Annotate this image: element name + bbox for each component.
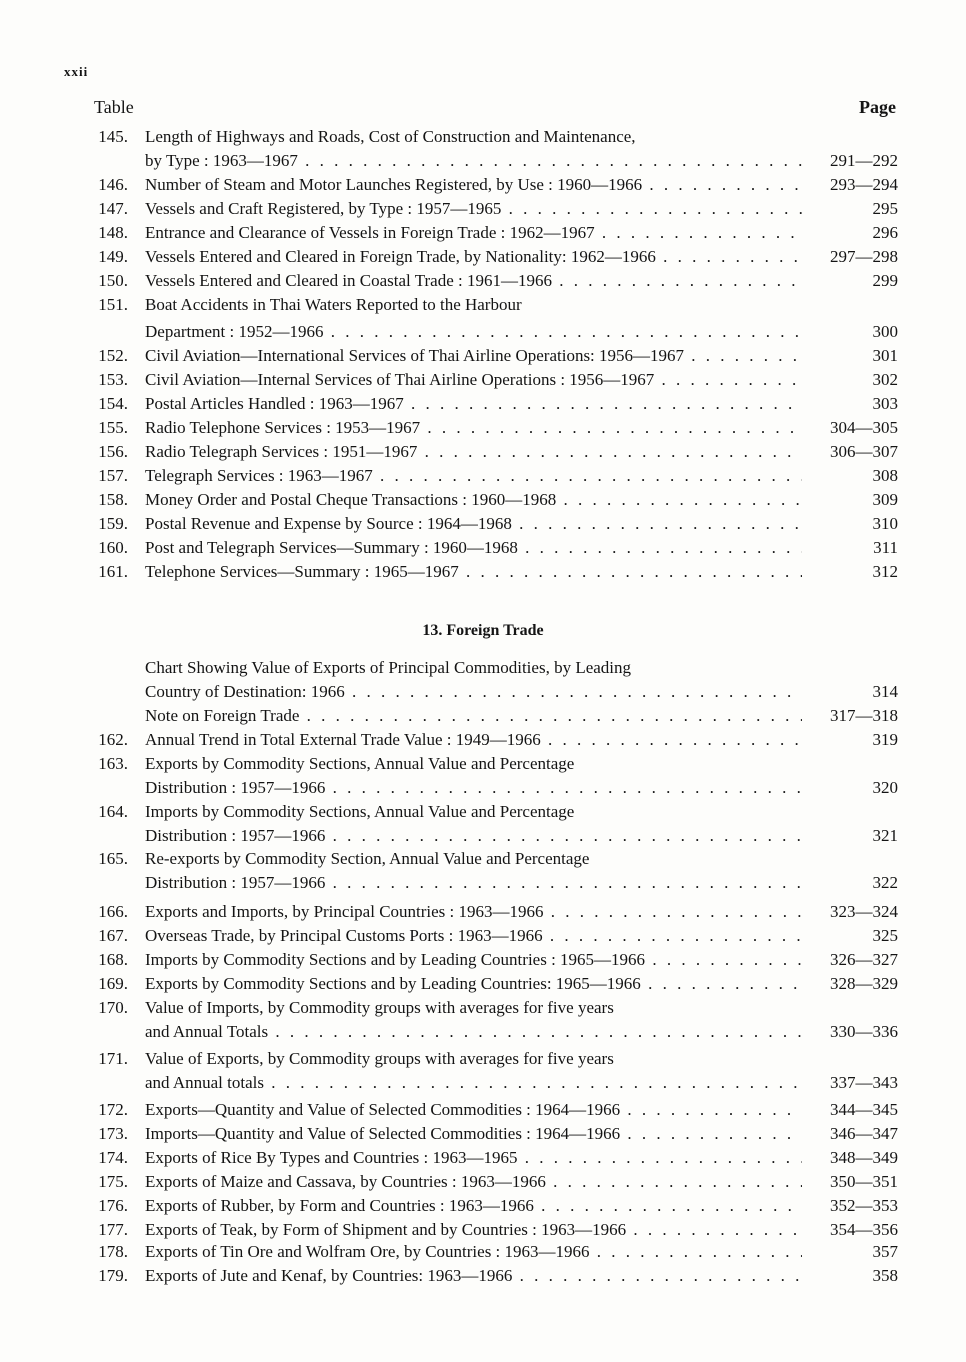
toc-entry [0,440,966,464]
entry-title: Distribution : 1957—1966 . . . [145,871,808,895]
toc-entry [0,752,966,776]
entry-page: 330—336 [802,1020,898,1044]
toc-entry [0,656,966,680]
entry-number: 174. [98,1148,128,1167]
toc-entry [0,293,966,317]
entry-number: 161. [98,562,128,581]
entry-title: Value of Imports, by Commodity groups with averages for five years [145,998,614,1017]
entry-title: Imports by Commodity Sections and by Leading Countries : 1965—1966 . . . [145,948,808,972]
toc-entry [0,1047,966,1071]
toc-entry [0,776,966,800]
toc-entry [0,924,966,948]
entry-page: 358 [802,1264,898,1288]
entry-number: 153. [98,370,128,389]
entry-number: 178. [98,1242,128,1261]
entry-page: 319 [802,728,898,752]
entry-page: 304—305 [802,416,898,440]
entry-title: Civil Aviation—International Services of Thai Airline Operations: 1956—1967 . . . [145,344,808,368]
entry-number: 162. [98,730,128,749]
toc-entry [0,1218,966,1242]
toc-entry [0,1170,966,1194]
entry-number: 167. [98,926,128,945]
entry-page: 295 [802,197,898,221]
toc-entry [0,948,966,972]
entry-title: Country of Destination: 1966 . . . [145,680,808,704]
entry-number: 175. [98,1172,128,1191]
entry-page: 306—307 [802,440,898,464]
entry-number: 166. [98,902,128,921]
toc-entry [0,871,966,895]
entry-page: 337—343 [802,1071,898,1095]
toc-entry [0,1264,966,1288]
toc-entry [0,1240,966,1264]
toc-entry [0,900,966,924]
entry-page: 296 [802,221,898,245]
toc-entry [0,245,966,269]
entry-page: 350—351 [802,1170,898,1194]
entry-title: Length of Highways and Roads, Cost of Construction and Maintenance, [145,127,636,146]
entry-page: 357 [802,1240,898,1264]
entry-number: 147. [98,199,128,218]
entry-title: Re-exports by Commodity Section, Annual Value and Percentage [145,849,590,868]
toc-entry [0,173,966,197]
entry-title: Exports and Imports, by Principal Countries : 1963—1966 . . . [145,900,808,924]
entry-number: 158. [98,490,128,509]
toc-entry [0,728,966,752]
entry-title: Note on Foreign Trade . . . [145,704,808,728]
entry-title: Money Order and Postal Cheque Transactions : 1960—1968 . . . [145,488,808,512]
toc-entry [0,416,966,440]
entry-page: 308 [802,464,898,488]
toc-entry [0,847,966,871]
entry-title: Exports of Tin Ore and Wolfram Ore, by Countries : 1963—1966 . . . [145,1240,808,1264]
entry-number: 170. [98,998,128,1017]
entry-page: 301 [802,344,898,368]
entry-number: 172. [98,1100,128,1119]
entry-title: Exports by Commodity Sections and by Leading Countries: 1965—1966 . . . [145,972,808,996]
entry-title: and Annual totals . . . [145,1071,808,1095]
entry-title: Boat Accidents in Thai Waters Reported to the Harbour [145,295,522,314]
entry-page: 323—324 [802,900,898,924]
entry-title: Civil Aviation—Internal Services of Thai Airline Operations : 1956—1967 . . . [145,368,808,392]
entry-title: Department : 1952—1966 . . . [145,320,808,344]
toc-entry [0,488,966,512]
entry-number: 163. [98,754,128,773]
entry-title: Exports of Jute and Kenaf, by Countries: 1963—1966 . . . [145,1264,808,1288]
entry-page: 300 [802,320,898,344]
entry-page: 326—327 [802,948,898,972]
entry-title: Radio Telegraph Services : 1951—1967 . . . [145,440,808,464]
entry-title: Number of Steam and Motor Launches Registered, by Use : 1960—1966 . . . [145,173,808,197]
entry-page: 320 [802,776,898,800]
entry-title: Vessels Entered and Cleared in Foreign Trade, by Nationality: 1962—1966 . . . [145,245,808,269]
toc-entry [0,221,966,245]
entry-title: Exports of Rubber, by Form and Countries : 1963—1966 . . . [145,1194,808,1218]
entry-title: Exports of Maize and Cassava, by Countries : 1963—1966 . . . [145,1170,808,1194]
toc-entry [0,680,966,704]
toc-entry [0,1098,966,1122]
toc-entry [0,800,966,824]
entry-title: Telephone Services—Summary : 1965—1967 . . . [145,560,808,584]
toc-entry [0,1122,966,1146]
section-heading: 13. Foreign Trade [422,622,544,639]
entry-title: Postal Revenue and Expense by Source : 1964—1968 . . . [145,512,808,536]
entry-number: 151. [98,295,128,314]
entry-title: by Type : 1963—1967 . . . [145,149,808,173]
entry-number: 169. [98,974,128,993]
entry-page: 314 [802,680,898,704]
toc-entry [0,125,966,149]
entry-number: 177. [98,1220,128,1239]
entry-number: 164. [98,802,128,821]
entry-title: Exports of Teak, by Form of Shipment and by Countries : 1963—1966 . . . [145,1218,808,1242]
entry-page: 352—353 [802,1194,898,1218]
toc-entry [0,368,966,392]
entry-page: 310 [802,512,898,536]
entry-number: 168. [98,950,128,969]
entry-page: 302 [802,368,898,392]
entry-number: 150. [98,271,128,290]
entry-page: 317—318 [802,704,898,728]
toc-entry [0,1020,966,1044]
entry-page: 322 [802,871,898,895]
toc-entry [0,197,966,221]
entry-number: 152. [98,346,128,365]
entry-page: 348—349 [802,1146,898,1170]
entry-page: 309 [802,488,898,512]
entry-title: Value of Exports, by Commodity groups with averages for five years [145,1049,614,1068]
entry-title: Vessels Entered and Cleared in Coastal Trade : 1961—1966 . . . [145,269,808,293]
entry-page: 328—329 [802,972,898,996]
entry-number: 148. [98,223,128,242]
entry-number: 160. [98,538,128,557]
entry-title: Exports—Quantity and Value of Selected Commodities : 1964—1966 . . . [145,1098,808,1122]
entry-page: 297—298 [802,245,898,269]
entry-number: 145. [98,127,128,146]
entry-title: Vessels and Craft Registered, by Type : 1957—1965 . . . [145,197,808,221]
entry-number: 179. [98,1266,128,1285]
toc-entry [0,344,966,368]
toc-entry [0,536,966,560]
toc-entry [0,996,966,1020]
entry-page: 311 [802,536,898,560]
entry-number: 159. [98,514,128,533]
entry-page: 303 [802,392,898,416]
entry-title: Entrance and Clearance of Vessels in Foreign Trade : 1962—1967 . . . [145,221,808,245]
page-number: xxii [64,64,89,79]
entry-page: 346—347 [802,1122,898,1146]
entry-title: Radio Telephone Services : 1953—1967 . . . [145,416,808,440]
entry-title: Imports—Quantity and Value of Selected Commodities : 1964—1966 . . . [145,1122,808,1146]
entry-title: Overseas Trade, by Principal Customs Ports : 1963—1966 . . . [145,924,808,948]
toc-entry [0,1194,966,1218]
entry-number: 146. [98,175,128,194]
toc-entry [0,149,966,173]
entry-number: 157. [98,466,128,485]
entry-number: 149. [98,247,128,266]
toc-entry [0,560,966,584]
entry-title: and Annual Totals . . . [145,1020,808,1044]
entry-page: 321 [802,824,898,848]
toc-entry [0,1146,966,1170]
entry-page: 299 [802,269,898,293]
entry-title: Distribution : 1957—1966 . . . [145,824,808,848]
toc-entry [0,512,966,536]
entry-number: 155. [98,418,128,437]
entry-page: 325 [802,924,898,948]
toc-entry [0,704,966,728]
toc-entry [0,1071,966,1095]
toc-entry [0,464,966,488]
entry-number: 171. [98,1049,128,1068]
toc-entry [0,320,966,344]
entry-number: 173. [98,1124,128,1143]
entry-title: Annual Trend in Total External Trade Value : 1949—1966 . . . [145,728,808,752]
toc-entry [0,269,966,293]
entry-page: 293—294 [802,173,898,197]
entry-page: 291—292 [802,149,898,173]
entry-title: Postal Articles Handled : 1963—1967 . . . [145,392,808,416]
table-column-header: Table [94,97,134,117]
toc-entry [0,392,966,416]
entry-number: 176. [98,1196,128,1215]
entry-title: Distribution : 1957—1966 . . . [145,776,808,800]
entry-title: Post and Telegraph Services—Summary : 1960—1968 . . . [145,536,808,560]
entry-number: 165. [98,849,128,868]
entry-number: 156. [98,442,128,461]
page-column-header: Page [859,97,896,117]
entry-number: 154. [98,394,128,413]
toc-entry [0,972,966,996]
entry-title: Chart Showing Value of Exports of Principal Commodities, by Leading [145,658,632,677]
entry-title: Exports by Commodity Sections, Annual Value and Percentage [145,754,575,773]
entry-page: 312 [802,560,898,584]
entry-page: 344—345 [802,1098,898,1122]
entry-title: Exports of Rice By Types and Countries : 1963—1965 . . . [145,1146,808,1170]
entry-title: Imports by Commodity Sections, Annual Value and Percentage [145,802,575,821]
entry-title: Telegraph Services : 1963—1967 . . . [145,464,808,488]
entry-page: 354—356 [802,1218,898,1242]
toc-entry [0,824,966,848]
